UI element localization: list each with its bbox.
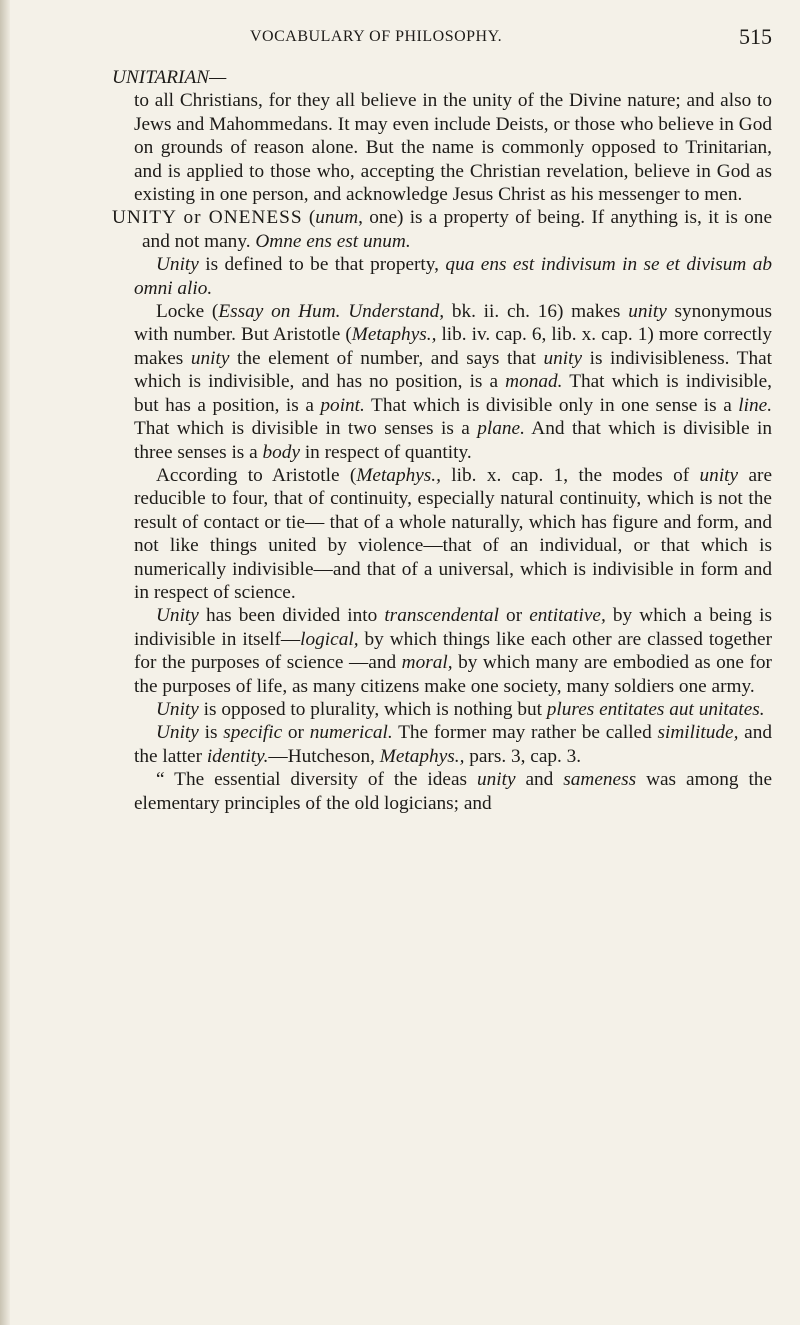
page-body xyxy=(112,66,772,815)
paragraph-specific-numerical: Unity is specific or numerical. The former may rather be called similitude, and the latter identity.—Hutcheson, Metaphys., pars. 3, cap. 3. xyxy=(134,722,772,767)
book-page xyxy=(112,20,772,815)
running-head xyxy=(112,20,772,60)
paragraph-divisions: Unity has been divided into transcendental or entitative, by which a being is indivisible in itself—logical, by which things like each other are classed together for the purposes of science —and moral, by which many are embodied as one for the purposes of life, as many citizens make one society, many soldiers one army. xyxy=(134,605,773,697)
entry-heading-unitarian: UNITARIAN— xyxy=(112,67,227,88)
running-head-title: VOCABULARY OF PHILOSOPHY. xyxy=(250,28,503,45)
latin-maxim: Omne ens est unum. xyxy=(255,230,411,252)
paragraph-locke-aristotle: Locke (Essay on Hum. Understand, bk. ii. ch. 16) makes unity synonymous with number. But Aristotle (Metaphys., lib. iv. cap. 6, lib. x. cap. 1) more correctly makes unity the element of number, and says that unity is indivisibleness. That which is indivisible, and has no position, is a monad. That which is indivisible, but has a position, is a point. That which is divisible only in one sense is a line. That which is divisible in two senses is a plane. And that which is divisible in three senses is a body in respect of quantity. xyxy=(134,301,773,463)
paragraph-modes-of-unity: According to Aristotle (Metaphys., lib. x. cap. 1, the modes of unity are reducible to four, that of continuity, especially natural continuity, which is not the result of contact or tie— that of a whole naturally, which has figure and form, and not like things united by violence—that of an individual, or that which is numerically indivisible—and that of a universal, which is indivisible in form and in respect of science. xyxy=(134,464,773,603)
entry-term-unity: UNITY or ONENESS xyxy=(112,207,303,229)
unitarian-definition: to all Christians, for they all believe in the unity of the Divine nature; and also to Jews and Mahommedans. It may even include Deists, or those who believe in God on grounds of reason alone. But the name is commonly opposed to Trinitarian, and is applied to those who, accepting the Christian revelation, believe in God as existing in one person, and acknowledge Jesus Christ as his messenger to men. xyxy=(134,90,772,206)
paragraph-plurality: Unity is opposed to plurality, which is nothing but plures entitates aut unitates. xyxy=(156,698,765,720)
entry-unity: UNITY or ONENESS (unum, one) is a property of being. If anything is, it is one and not many. Omne ens est unum. xyxy=(112,207,773,252)
paragraph-definition: Unity is defined to be that property, qua ens est indivisum in se et divisum ab omni alio. xyxy=(134,254,772,299)
paragraph-quotation: “ The essential diversity of the ideas unity and sameness was among the elementary principles of the old logicians; and xyxy=(134,769,773,814)
page-number: 515 xyxy=(739,24,772,49)
book-spine-shadow xyxy=(0,0,10,1325)
